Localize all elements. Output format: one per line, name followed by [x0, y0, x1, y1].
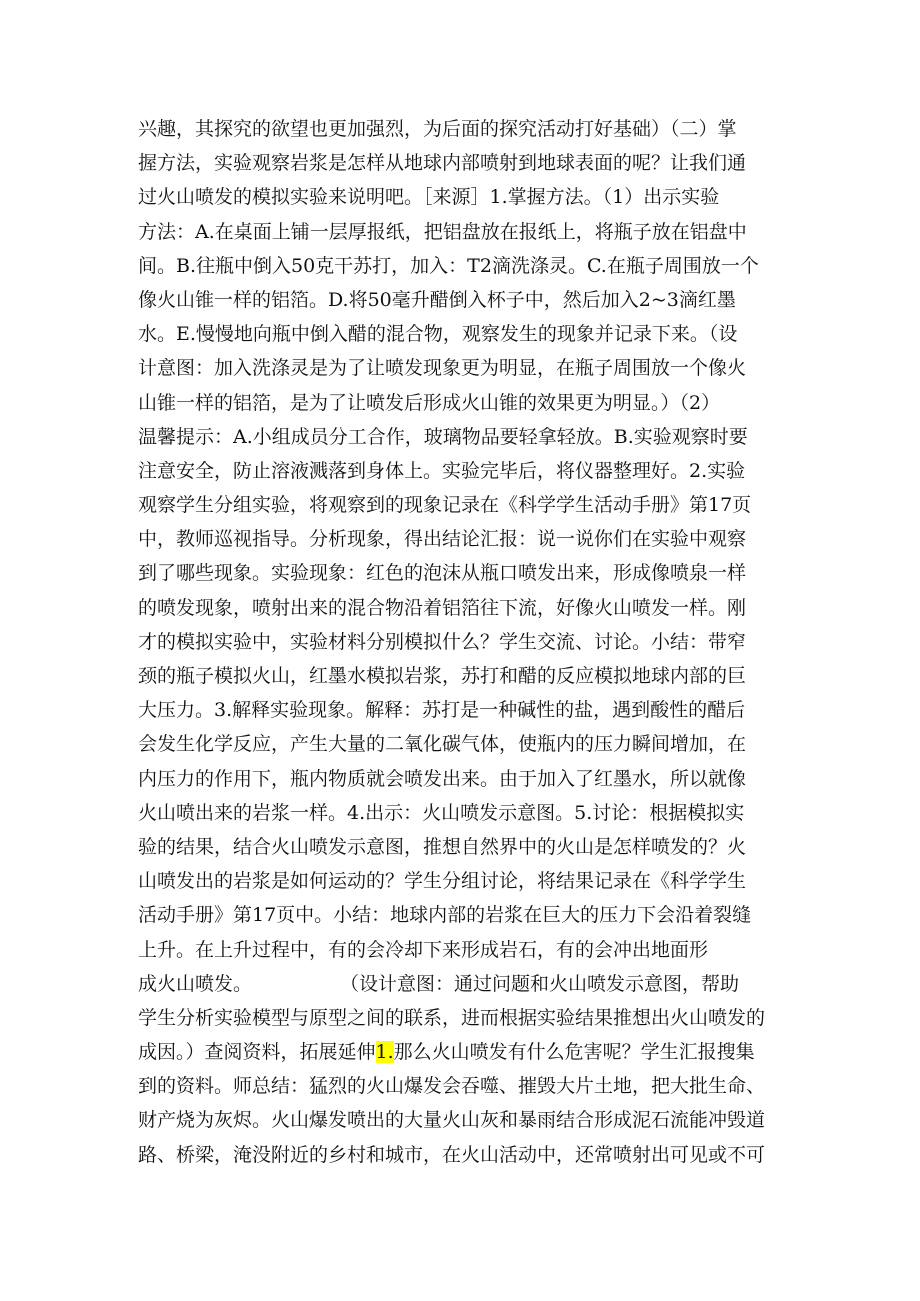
text-line: 大压力。3.解释实验现象。解释：苏打是一种碱性的盐，遇到酸性的醋后 [138, 699, 746, 722]
text-line: 过火山喷发的模拟实验来说明吧。［来源］1.掌握方法。（1）出示实验 [138, 186, 720, 209]
text-line: 到的资料。师总结：猛烈的火山爆发会吞噬、摧毁大片土地，把大批生命、 [138, 1075, 766, 1098]
text-line [138, 967, 798, 1001]
text-line: 像火山锥一样的铝箔。D.将50毫升醋倒入杯子中，然后加入2~3滴红墨 [138, 288, 736, 311]
text-line: 验的结果，结合火山喷发示意图，推想自然界中的火山是怎样喷发的？火 [138, 835, 747, 858]
text-segment: （设计意图：通过问题和火山喷发示意图，帮助 [340, 972, 740, 995]
text-line: 山喷发出的岩浆是如何运动的？学生分组讨论，将结果记录在《科学学生 [138, 870, 747, 893]
text-segment: 成因。）查阅资料，拓展延伸 [138, 1041, 376, 1064]
text-segment: 那么火山喷发有什么危害呢？学生汇报搜集 [393, 1041, 755, 1064]
highlighted-text: 1. [375, 1041, 394, 1064]
text-line: 观察学生分组实验，将观察到的现象记录在《科学学生活动手册》第17页 [138, 494, 752, 517]
text-line: 内压力的作用下，瓶内物质就会喷发出来。由于加入了红墨水，所以就像 [138, 767, 747, 790]
text-line: 温馨提示：A.小组成员分工合作，玻璃物品要轻拿轻放。B.实验观察时要 [138, 425, 748, 448]
text-line: 握方法，实验观察岩浆是怎样从地球内部喷射到地球表面的呢？让我们通 [138, 152, 747, 175]
text-line: 方法：A.在桌面上铺一层厚报纸，把铝盘放在报纸上，将瓶子放在铝盘中 [138, 220, 747, 243]
text-line: 中，教师巡视指导。分析现象，得出结论汇报：说一说你们在实验中观察 [138, 528, 747, 551]
text-line: 计意图：加入洗涤灵是为了让喷发现象更为明显，在瓶子周围放一个像火 [138, 357, 747, 380]
text-line: 才的模拟实验中，实验材料分别模拟什么？学生交流、讨论。小结：带窄 [138, 630, 747, 653]
text-line: 学生分析实验模型与原型之间的联系，进而根据实验结果推想出火山喷发的 [138, 1006, 766, 1029]
text-line: 颈的瓶子模拟火山，红墨水模拟岩浆，苏打和醋的反应模拟地球内部的巨 [138, 665, 747, 687]
text-line: 路、桥梁，淹没附近的乡村和城市，在火山活动中，还常喷射出可见或不可 [138, 1143, 766, 1166]
text-segment: 成火山喷发。 [138, 972, 253, 995]
text-line: 会发生化学反应，产生大量的二氧化碳气体，使瓶内的压力瞬间增加，在 [138, 733, 747, 756]
text-line: 财产烧为灰烬。火山爆发喷出的大量火山灰和暴雨结合形成泥石流能冲毁道 [138, 1109, 766, 1132]
text-line: 火山喷出来的岩浆一样。4.出示：火山喷发示意图。5.讨论：根据模拟实 [138, 801, 745, 824]
text-line: 上升。在上升过程中，有的会冷却下来形成岩石，有的会冲出地面形 [138, 938, 709, 961]
text-line: 活动手册》第17页中。小结：地球内部的岩浆在巨大的压力下会沿着裂缝 [138, 904, 752, 927]
text-line: 间。B.往瓶中倒入50克干苏打，加入：T2滴洗涤灵。C.在瓶子周围放一个 [138, 254, 759, 277]
text-line: 山锥一样的铝箔，是为了让喷发后形成火山锥的效果更为明显。）（2） [138, 391, 721, 414]
text-line: 水。E.慢慢地向瓶中倒入醋的混合物，观察发生的现象并记录下来。（设 [138, 323, 738, 346]
text-line [138, 1035, 798, 1069]
body-text [138, 112, 798, 1172]
text-line: 兴趣，其探究的欲望也更加强烈，为后面的探究活动打好基础）（二）掌 [138, 118, 737, 140]
text-line: 注意安全，防止溶液溅落到身体上。实验完毕后，将仪器整理好。2.实验 [138, 459, 746, 482]
text-line: 到了哪些现象。实验现象：红色的泡沫从瓶口喷发出来，形成像喷泉一样 [138, 562, 747, 585]
text-line: 的喷发现象，喷射出来的混合物沿着铝箔往下流，好像火山喷发一样。刚 [138, 596, 747, 619]
